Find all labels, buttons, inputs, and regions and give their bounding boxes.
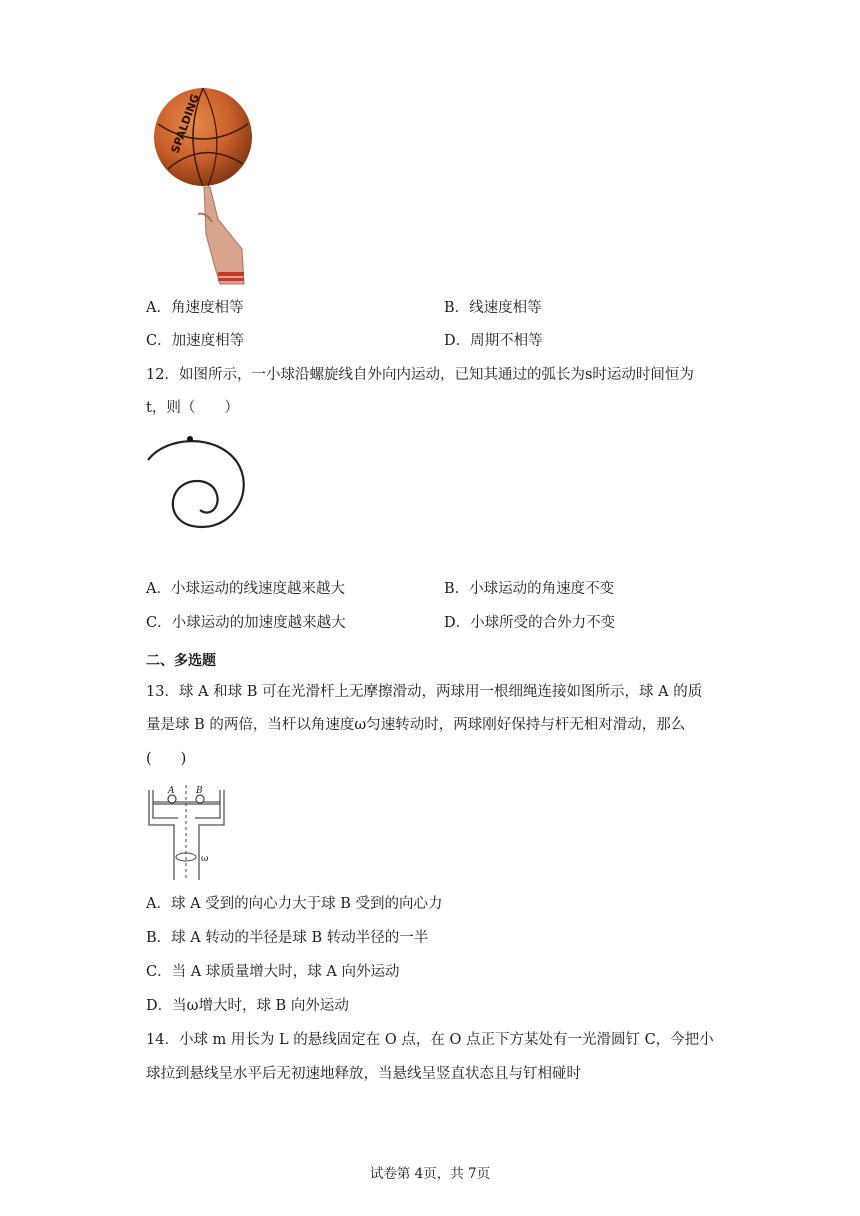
q11-option-d: D．周期不相等 [444, 333, 543, 349]
label-a: A [168, 786, 175, 796]
spiral-path-diagram [140, 432, 255, 532]
q11-option-a: A．角速度相等 [146, 300, 244, 316]
svg-text:SPALDING: SPALDING [168, 92, 203, 156]
q12-option-a: A．小球运动的线速度越来越大 [146, 581, 345, 597]
q13-option-a: A．球 A 受到的向心力大于球 B 受到的向心力 [146, 896, 443, 912]
section-heading-multiple-choice: 二、多选题 [146, 653, 216, 669]
basketball-finger-image [148, 84, 258, 289]
q14-stem-line2: 球拉到悬线呈水平后无初速地释放，当悬线呈竖直状态且与钉相碰时 [146, 1066, 581, 1082]
q12-option-d: D．小球所受的合外力不变 [444, 615, 616, 631]
q12-option-c: C．小球运动的加速度越来越大 [146, 615, 346, 631]
ball-a [168, 795, 176, 803]
q13-option-c: C．当 A 球质量增大时，球 A 向外运动 [146, 964, 400, 980]
q12-stem-line1: 12．如图所示，一小球沿螺旋线自外向内运动，已知其通过的弧长为s时运动时间恒为 [146, 367, 694, 383]
q13-option-d: D．当ω增大时，球 B 向外运动 [146, 998, 349, 1014]
q12-option-b: B．小球运动的角速度不变 [444, 581, 615, 597]
ball-b [196, 795, 204, 803]
q13-stem-line3: ( ) [146, 751, 187, 767]
q11-option-c: C．加速度相等 [146, 333, 245, 349]
page-footer: 试卷第 4页，共 7页 [369, 1166, 491, 1182]
q12-stem-line2: t，则（ ） [146, 400, 239, 416]
rotating-rod-diagram [144, 785, 229, 880]
label-omega: ω [201, 854, 209, 864]
q13-stem-line1: 13．球 A 和球 B 可在光滑杆上无摩擦滑动，两球用一根细绳连接如图所示，球 A 的质 [146, 684, 703, 700]
small-ball-dot [187, 436, 193, 442]
label-b: B [196, 786, 203, 796]
q13-option-b: B．球 A 转动的半径是球 B 转动半径的一半 [146, 930, 429, 946]
q14-stem-line1: 14．小球 m 用长为 L 的悬线固定在 O 点，在 O 点正下方某处有一光滑圆钉 C，今把小 [146, 1032, 714, 1048]
q11-option-b: B．线速度相等 [444, 300, 542, 316]
q13-stem-line2: 量是球 B 的两倍，当杆以角速度ω匀速转动时，两球刚好保持与杆无相对滑动，那么 [146, 717, 686, 733]
